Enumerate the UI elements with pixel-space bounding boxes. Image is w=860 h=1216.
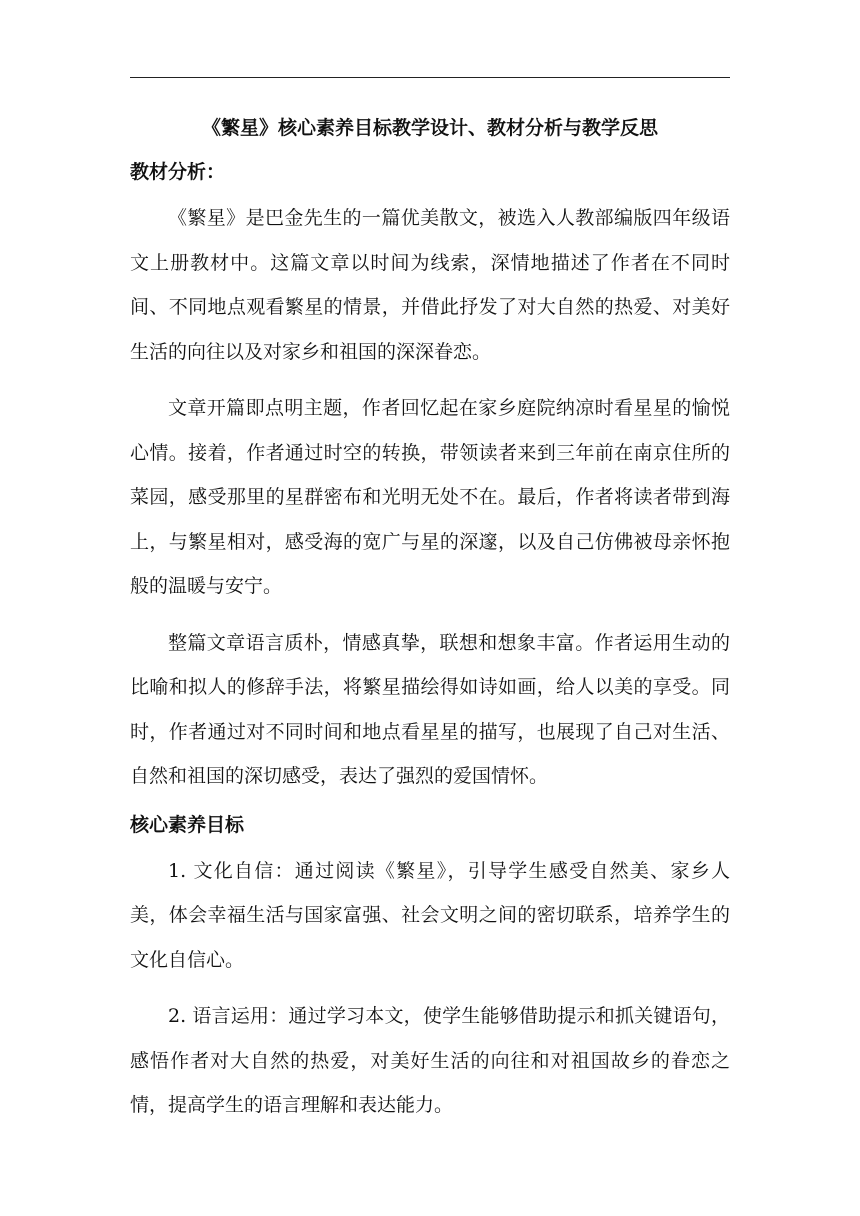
analysis-paragraph-1: 《繁星》是巴金先生的一篇优美散文，被选入人教部编版四年级语文上册教材中。这篇文章以时间为线索，深情地描述了作者在不同时间、不同地点观看繁星的情景，并借此抒发了对大自然的热爱、对美好生活的向往以及对家乡和祖国的深深眷恋。 bbox=[130, 207, 730, 363]
analysis-paragraph-2: 文章开篇即点明主题，作者回忆起在家乡庭院纳凉时看星星的愉悦心情。接着，作者通过时空的转换，带领读者来到三年前在南京住所的菜园，感受那里的星群密布和光明无处不在。最后，作者将读者带到海上，与繁星相对，感受海的宽广与星的深邃，以及自己仿佛被母亲怀抱般的温暖与安宁。 bbox=[130, 397, 730, 597]
header-rule bbox=[130, 77, 730, 78]
goal-item-1: 1. 文化自信：通过阅读《繁星》，引导学生感受自然美、家乡人美，体会幸福生活与国家富强、社会文明之间的密切联系，培养学生的文化自信心。 bbox=[130, 859, 730, 971]
analysis-paragraph-3: 整篇文章语言质朴，情感真挚，联想和想象丰富。作者运用生动的比喻和拟人的修辞手法，将繁星描绘得如诗如画，给人以美的享受。同时，作者通过对不同时间和地点看星星的描写，也展现了自己对生活、自然和祖国的深切感受，表达了强烈的爱国情怀。 bbox=[130, 631, 730, 787]
section-heading-core-goals: 核心素养目标 bbox=[130, 813, 245, 836]
section-heading-textbook-analysis: 教材分析： bbox=[130, 161, 226, 183]
document-title: 《繁星》核心素养目标教学设计、教材分析与教学反思 bbox=[201, 117, 658, 139]
goal-item-2: 2. 语言运用：通过学习本文，使学生能够借助提示和抓关键语句，感悟作者对大自然的热爱，对美好生活的向往和对祖国故乡的眷恋之情，提高学生的语言理解和表达能力。 bbox=[130, 1005, 730, 1116]
document-body bbox=[130, 110, 730, 1128]
